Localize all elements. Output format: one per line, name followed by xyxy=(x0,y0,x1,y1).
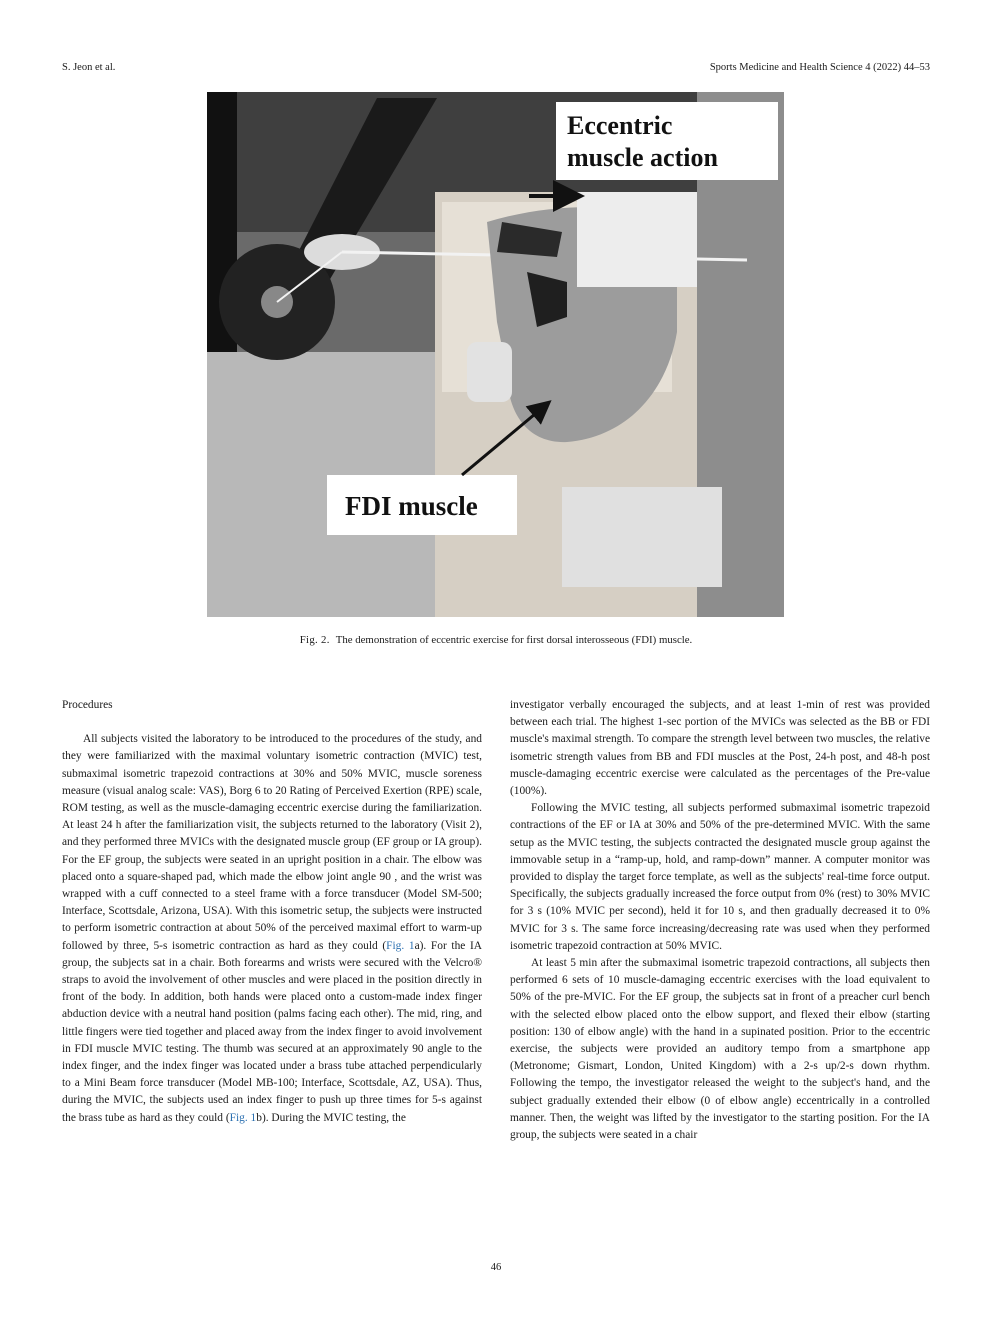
figure-caption-text: The demonstration of eccentric exercise for first dorsal interosseous (FDI) muscle. xyxy=(335,634,693,646)
paragraph-text: b). During the MVIC testing, the xyxy=(256,1111,406,1124)
figure-photo xyxy=(207,92,784,617)
callout-bottom-label: FDI muscle xyxy=(345,491,478,521)
figure-caption-label: Fig. 2. xyxy=(299,634,330,646)
left-column xyxy=(62,697,482,1127)
callout-top-line1: Eccentric xyxy=(567,111,673,140)
running-header-authors: S. Jeon et al. xyxy=(62,62,116,73)
figure-link[interactable]: Fig. 1 xyxy=(229,1111,257,1124)
callout-top-line2: muscle action xyxy=(567,143,718,172)
section-heading: Procedures xyxy=(62,699,113,711)
figure-link[interactable]: Fig. 1 xyxy=(386,939,415,952)
right-column xyxy=(510,697,930,1144)
photo-illustration xyxy=(207,92,784,617)
wrist-cuff xyxy=(562,487,722,587)
paragraph-procedures xyxy=(62,731,482,1127)
paragraph-text: All subjects visited the laboratory to be introduced to the procedures of the study, and they were familiarized with the maximal voluntary isometric contraction (MVIC) test, submaximal isometric trapezoid contractions at 30% and 50% MVIC, muscle soreness measure (visual analog scale: VAS), Borg 6 to 20 Rating of Perceived Exertion (RPE) scale, ROM testing, as well as the muscle-damaging eccentric exercise during the familiarization. At least 24 h after the familiarization visit, the subjects returned to the laboratory (Visit 2), and they performed three MVICs with the designated muscle group (EF group or IA group). For the EF group, the subjects were seated in an upright position in a chair. The elbow was placed onto a square-shaped pad, which made the elbow joint angle 90 , and the wrist was wrapped with a cuff connected to a steel frame with a force transducer (Model SM-500; Interface, Scottsdale, Arizona, USA). With this isometric setup, the subjects were instructed to perform isometric contraction at about 50% of the perceived maximal effort to warm-up followed by three, 5-s isometric contraction as hard as they could ( xyxy=(62,733,482,952)
paragraph-submaximal: Following the MVIC testing, all subjects performed submaximal isometric trapezoid contractions of the EF or IA at 30% and 50% of the pre-determined MVIC. With the same setup as the MVIC testing, the subjects contracted the designated muscle group against the immovable setup in a “ramp-up, hold, and ramp-down” manner. A computer monitor was provided to display the target force template, as well as the subjects' real-time force output. Specifically, the subjects gradually increased the force output from 0% (rest) to 30% MVIC for 3 s (10% MVIC per second), held it for 10 s, and then gradually decreased it to 0% MVIC for 3 s. The same force increasing/decreasing rate was used when they performed isometric trapezoid contraction at 50% MVIC. xyxy=(510,802,930,952)
finger-tape xyxy=(577,192,697,287)
running-header-journal: Sports Medicine and Health Science 4 (2022) 44–53 xyxy=(709,62,930,73)
paragraph-text: a). For the IA group, the subjects sat in a chair. Both forearms and wrists were secured with the Velcro® straps to avoid the involvement of other muscles and were placed in the position directly in front of the body. In addition, both hands were placed onto a custom-made index finger abduction device with a neutral hand position (palms facing each other). The mid, ring, and little fingers were tied together and placed away from the index finger to avoid involvement in FDI muscle MVIC testing. The thumb was secured at an approximately 90 angle to the index finger, and the index finger was located under a brass tube attached perpendicularly to a Mini Beam force transducer (Model MB-100; Interface, Scottsdale, AZ, USA). Thus, during the MVIC, the subjects used an index finger to push up three times for 5-s against the brass tube as hard as they could ( xyxy=(62,939,482,1124)
paragraph-eccentric: At least 5 min after the submaximal isometric trapezoid contractions, all subjects then performed 6 sets of 10 muscle-damaging eccentric exercises with the load equivalent to 50% of the pre-MVIC. For the EF group, the subjects sat in front of a preacher curl bench with the selected elbow placed onto the elbow support, and flexed their elbow (starting position: 130 of elbow angle) with the hand in a supinated position. Prior to the eccentric exercise, the subjects were provided an auditory tempo from a smartphone app (Metronome; Gismart, London, United Kingdom) with a 2-s up/2-s down rhythm. Following the tempo, the investigator released the weight to the subject's hand, and the subject gradually extended their elbow (0 of elbow angle) eccentrically in a controlled manner. Then, the weight was lifted by the investigator to the starting position. For the IA group, the subjects were seated in a chair xyxy=(510,957,930,1142)
figure-caption xyxy=(62,634,930,646)
paragraph-continued: investigator verbally encouraged the subjects, and at least 1-min of rest was provided between each trial. The highest 1-sec portion of the MVICs was selected as the BB or FDI muscle's maximal strength. To compare the strength level between two muscles, the relative isometric strength values from BB and FDI muscles at the Post, 24-h post, and 48-h post muscle-damaging eccentric exercise were calculated as the percentages of the Pre-value (100%). xyxy=(510,699,930,798)
thumb-tape xyxy=(467,342,512,402)
page-number: 46 xyxy=(490,1262,502,1273)
